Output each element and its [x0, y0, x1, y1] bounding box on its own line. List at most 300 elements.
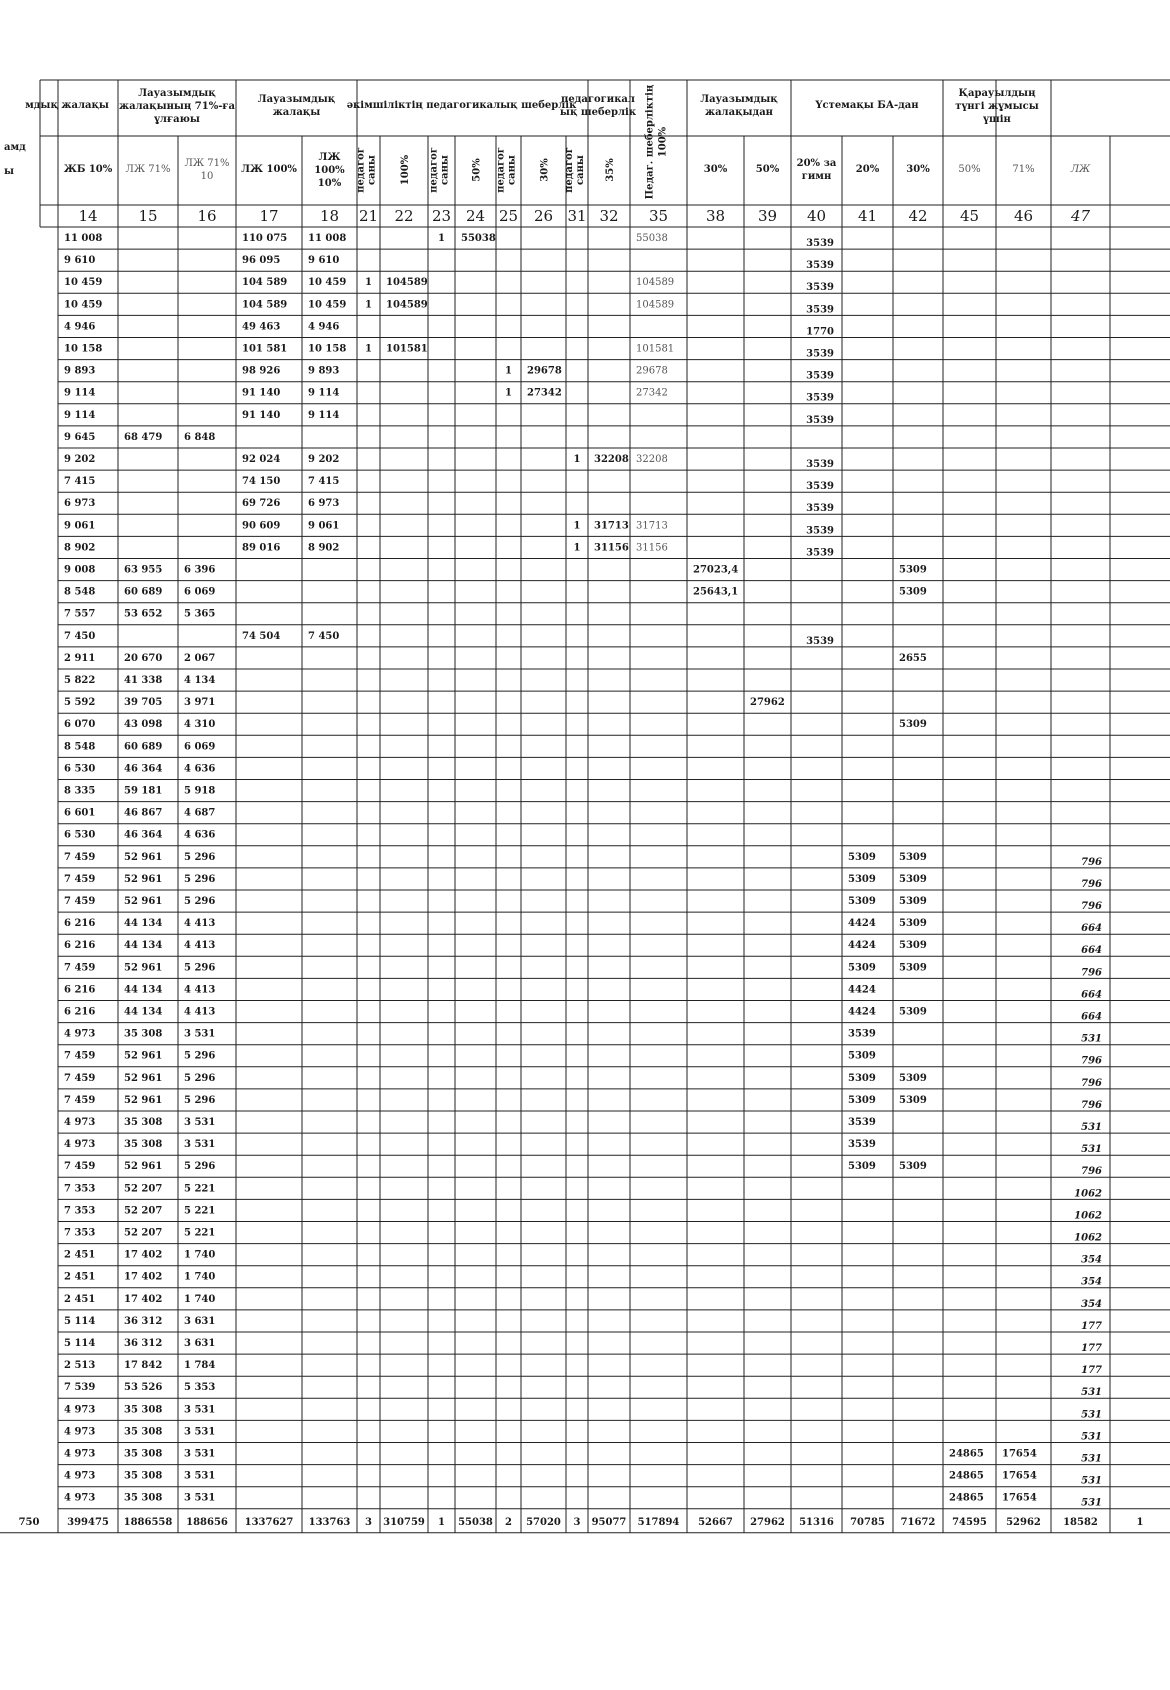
table-cell-c23: 1 — [438, 233, 445, 244]
table-cell-c47: 531 — [1081, 1122, 1102, 1133]
table-cell-c16: 4 687 — [184, 807, 216, 819]
header-group-g2: ұлғаюы — [154, 114, 200, 125]
table-cell-c17: 74 150 — [242, 476, 281, 488]
table-cell-c14: 10 459 — [64, 299, 103, 311]
table-cell-c35: 104589 — [636, 299, 675, 311]
totals-cell-c38: 52667 — [698, 1516, 733, 1528]
table-cell-c32: 31713 — [594, 520, 629, 532]
table-cell-c16: 5 221 — [184, 1183, 216, 1195]
table-cell-c14: 6 530 — [64, 763, 96, 775]
table-cell-c14: 2 451 — [64, 1271, 96, 1283]
table-cell-c47: 177 — [1081, 1320, 1102, 1332]
table-cell-c14: 8 548 — [64, 586, 96, 598]
subheader-c16: ЛЖ 71% — [184, 158, 230, 169]
table-cell-c15: 17 402 — [124, 1271, 163, 1283]
header-group-g3: жалақы — [272, 107, 321, 118]
totals-cell-c14: 399475 — [67, 1516, 109, 1528]
table-cell-c16: 5 296 — [184, 1094, 216, 1106]
table-cell-c15: 44 134 — [124, 1006, 163, 1018]
table-cell-c16: 5 296 — [184, 896, 216, 907]
table-cell-c47: 1062 — [1074, 1210, 1102, 1222]
table-cell-c45: 24865 — [949, 1470, 984, 1482]
table-cell-c32: 31156 — [594, 542, 629, 554]
subheader-c15: ЛЖ 71% — [125, 164, 171, 175]
table-cell-c18: 9 114 — [308, 387, 340, 399]
table-cell-c14: 5 592 — [64, 697, 96, 709]
table-cell-c14: 9 114 — [64, 387, 96, 399]
table-cell-c18: 6 973 — [308, 498, 340, 510]
table-cell-c47: 796 — [1081, 856, 1102, 868]
table-cell-c16: 6 848 — [184, 431, 216, 443]
table-cell-c15: 35 308 — [124, 1028, 163, 1040]
table-cell-c41: 3539 — [848, 1117, 876, 1128]
table-cell-c15: 17 402 — [124, 1293, 163, 1305]
table-cell-c42: 5309 — [899, 564, 927, 576]
totals-cell-c18: 133763 — [308, 1516, 351, 1528]
totals-cell-c25: 2 — [505, 1516, 512, 1528]
table-cell-c18: 7 450 — [308, 630, 340, 642]
table-cell-c15: 52 961 — [124, 1094, 163, 1106]
table-cell-c41: 5309 — [848, 1161, 876, 1173]
header-pedagog-count-c21: саны — [366, 155, 378, 185]
column-number-c32: 32 — [599, 207, 619, 225]
table-cell-c21: 1 — [365, 277, 372, 289]
table-cell-c15: 52 207 — [124, 1183, 163, 1195]
table-cell-c16: 1 740 — [184, 1271, 216, 1283]
column-number-c16: 16 — [197, 207, 217, 225]
header-pedagog-count-c23: педагог — [428, 147, 440, 193]
table-cell-c18: 11 008 — [308, 233, 347, 244]
table-cell-c16: 5 296 — [184, 851, 216, 863]
table-cell-c18: 8 902 — [308, 542, 340, 554]
table-cell-c42: 5309 — [899, 940, 927, 952]
table-cell-c41: 5309 — [848, 896, 876, 907]
table-cell-c22: 104589 — [386, 299, 428, 311]
table-cell-c47: 796 — [1081, 901, 1102, 912]
table-cell-c16: 4 413 — [184, 940, 216, 952]
table-cell-c24: 55038 — [461, 233, 496, 244]
table-cell-c15: 44 134 — [124, 940, 163, 952]
totals-cell-c32: 95077 — [591, 1516, 627, 1528]
subheader-c18: 10% — [317, 178, 342, 189]
totals-cell-c45: 74595 — [952, 1516, 987, 1528]
table-cell-c42: 5309 — [899, 1006, 927, 1018]
table-cell-c16: 5 221 — [184, 1227, 216, 1239]
table-cell-c15: 59 181 — [124, 785, 163, 797]
table-cell-c14: 6 216 — [64, 1006, 96, 1018]
table-cell-c18: 10 459 — [308, 277, 347, 289]
table-cell-c14: 7 459 — [64, 962, 96, 974]
table-cell-c15: 60 689 — [124, 586, 163, 598]
table-cell-c40: 3539 — [806, 238, 834, 249]
table-cell-c47: 531 — [1081, 1387, 1102, 1399]
column-number-c40: 40 — [806, 207, 827, 225]
table-cell-c16: 1 740 — [184, 1293, 216, 1305]
table-cell-c15: 63 955 — [124, 564, 163, 576]
table-cell-c15: 52 961 — [124, 1050, 163, 1062]
table-cell-c17: 69 726 — [242, 498, 281, 510]
table-cell-c35: 29678 — [636, 365, 668, 377]
table-cell-c18: 9 610 — [308, 255, 340, 267]
header-group-g5: педагогикал — [561, 94, 635, 105]
table-cell-c14: 7 539 — [64, 1382, 96, 1394]
table-cell-c46: 17654 — [1002, 1448, 1037, 1460]
table-cell-c16: 4 413 — [184, 918, 216, 930]
table-cell-c47: 796 — [1081, 878, 1102, 890]
table-cell-c26: 29678 — [527, 365, 562, 377]
table-cell-c14: 10 158 — [64, 343, 103, 355]
table-cell-c15: 35 308 — [124, 1139, 163, 1151]
subheader-c16: 10 — [200, 171, 214, 182]
table-cell-c14: 7 459 — [64, 1050, 96, 1062]
table-cell-c14: 7 459 — [64, 1161, 96, 1173]
table-cell-c15: 52 207 — [124, 1205, 163, 1217]
table-cell-c22: 101581 — [386, 343, 428, 355]
table-cell-c14: 7 459 — [64, 1072, 96, 1084]
table-cell-c16: 2 067 — [184, 652, 216, 664]
table-cell-c47: 177 — [1081, 1343, 1102, 1354]
table-cell-c14: 8 902 — [64, 542, 96, 554]
table-cell-c18: 10 158 — [308, 343, 347, 355]
table-cell-c40: 3539 — [806, 392, 834, 404]
table-cell-c14: 7 459 — [64, 873, 96, 885]
table-cell-c16: 3 971 — [184, 697, 216, 709]
table-cell-c14: 4 973 — [64, 1404, 96, 1416]
table-cell-c14: 9 061 — [64, 520, 96, 532]
table-cell-c42: 5309 — [899, 1094, 927, 1106]
table-cell-c16: 5 296 — [184, 962, 216, 974]
table-cell-c41: 5309 — [848, 1050, 876, 1062]
table-cell-c17: 101 581 — [242, 343, 288, 355]
table-cell-c42: 5309 — [899, 1072, 927, 1084]
table-cell-c17: 74 504 — [242, 630, 281, 642]
table-cell-c16: 5 918 — [184, 785, 216, 797]
table-cell-c15: 60 689 — [124, 741, 163, 753]
column-number-c42: 42 — [908, 207, 928, 225]
table-cell-c14: 6 530 — [64, 829, 96, 841]
table-cell-c22: 104589 — [386, 277, 428, 289]
table-cell-c14: 5 114 — [64, 1338, 96, 1349]
table-cell-c15: 52 961 — [124, 1072, 163, 1084]
table-cell-c42: 5309 — [899, 851, 927, 863]
column-number-c14: 14 — [78, 207, 98, 225]
table-cell-c40: 3539 — [806, 525, 834, 537]
table-cell-c15: 52 961 — [124, 851, 163, 863]
column-number-c39: 39 — [757, 207, 778, 225]
header-group-g8: үшін — [983, 114, 1011, 125]
table-cell-c16: 3 531 — [184, 1492, 216, 1504]
totals-cell-c16: 188656 — [186, 1516, 228, 1528]
table-cell-c41: 5309 — [848, 873, 876, 885]
table-cell-c25: 1 — [505, 387, 512, 399]
table-cell-c15: 35 308 — [124, 1404, 163, 1416]
totals-cell-c23: 1 — [438, 1516, 445, 1528]
table-cell-c21: 1 — [365, 299, 372, 311]
table-cell-c18: 10 459 — [308, 299, 347, 311]
column-number-c23: 23 — [431, 207, 452, 225]
header-group-g6: жалақыдан — [704, 107, 774, 118]
totals-cell-c13: 750 — [18, 1516, 40, 1528]
header-pedag-mastery-100: 100% — [657, 126, 669, 158]
table-cell-c16: 3 531 — [184, 1028, 216, 1040]
subheader-c26: 30% — [539, 158, 551, 182]
subheader-c46: 71% — [1012, 164, 1035, 175]
subheader-c22: 100% — [400, 154, 411, 186]
header-group-g4: әкімшіліктің педагогикалық шеберлік — [346, 100, 577, 111]
table-cell-c18: 4 946 — [308, 321, 340, 333]
table-cell-c15: 52 961 — [124, 962, 163, 974]
table-cell-c47: 177 — [1081, 1365, 1102, 1377]
column-number-c26: 26 — [533, 207, 554, 225]
table-cell-c41: 5309 — [848, 962, 876, 974]
table-cell-c15: 53 652 — [124, 608, 163, 620]
header-pedagog-count-c25: педагог — [495, 147, 507, 193]
table-cell-c21: 1 — [365, 343, 372, 355]
totals-cell-c48: 1 — [1136, 1516, 1144, 1528]
table-cell-c18: 9 202 — [308, 454, 340, 465]
table-cell-c15: 68 479 — [124, 431, 163, 443]
table-cell-c47: 796 — [1081, 1166, 1102, 1178]
table-cell-c15: 44 134 — [124, 918, 163, 930]
table-cell-c16: 3 531 — [184, 1448, 216, 1460]
totals-cell-c42: 71672 — [900, 1516, 936, 1528]
header-group-g2: жалақының 71%-ға — [119, 101, 235, 112]
table-cell-c26: 27342 — [527, 387, 562, 399]
table-cell-c47: 664 — [1081, 989, 1102, 1001]
table-cell-c15: 17 402 — [124, 1249, 163, 1261]
table-cell-c47: 531 — [1081, 1453, 1102, 1465]
table-cell-c41: 4424 — [848, 940, 876, 952]
table-cell-c14: 2 451 — [64, 1249, 96, 1261]
table-cell-c40: 3539 — [806, 635, 834, 647]
column-number-c24: 24 — [465, 207, 486, 225]
table-cell-c31: 1 — [573, 454, 581, 465]
table-cell-c46: 17654 — [1002, 1470, 1037, 1482]
table-cell-c14: 11 008 — [64, 233, 103, 244]
column-number-c17: 17 — [259, 207, 279, 225]
subheader-c41: 20% — [855, 164, 880, 175]
table-cell-c42: 5309 — [899, 586, 927, 598]
table-cell-c16: 5 296 — [184, 1050, 216, 1062]
table-cell-c17: 90 609 — [242, 520, 281, 532]
table-cell-c17: 49 463 — [242, 321, 281, 333]
table-cell-c14: 8 548 — [64, 741, 96, 753]
table-cell-c14: 10 459 — [64, 277, 103, 289]
table-cell-c16: 4 134 — [184, 675, 216, 686]
table-cell-c16: 4 413 — [184, 1006, 216, 1018]
table-cell-c14: 4 946 — [64, 321, 96, 333]
table-cell-c35: 31156 — [636, 542, 668, 554]
table-cell-c17: 89 016 — [242, 542, 281, 554]
table-cell-c40: 3539 — [806, 481, 834, 493]
table-cell-c14: 9 893 — [64, 365, 96, 377]
table-cell-c16: 3 531 — [184, 1117, 216, 1128]
table-cell-c14: 5 114 — [64, 1315, 96, 1327]
subheader-c47: ЛЖ — [1070, 164, 1091, 175]
table-cell-c14: 7 459 — [64, 1094, 96, 1106]
table-cell-c15: 52 961 — [124, 1161, 163, 1173]
table-cell-c14: 9 202 — [64, 454, 96, 465]
table-cell-c15: 20 670 — [124, 652, 163, 664]
table-cell-c42: 5309 — [899, 1161, 927, 1173]
subheader-c45: 50% — [958, 164, 981, 175]
table-cell-c47: 531 — [1081, 1431, 1102, 1443]
column-number-c18: 18 — [319, 207, 340, 225]
table-cell-c16: 3 531 — [184, 1139, 216, 1151]
totals-cell-c15: 1886558 — [123, 1516, 173, 1528]
table-cell-c42: 5309 — [899, 918, 927, 930]
table-cell-c46: 17654 — [1002, 1492, 1037, 1504]
table-cell-c40: 3539 — [806, 503, 834, 515]
totals-cell-c35: 517894 — [637, 1516, 680, 1528]
header-pedagog-count-c25: саны — [506, 155, 518, 185]
table-cell-c14: 9 008 — [64, 564, 96, 576]
table-cell-c16: 5 296 — [184, 873, 216, 885]
table-cell-c47: 796 — [1081, 1055, 1102, 1067]
subheader-c42: 30% — [906, 164, 930, 175]
table-cell-c15: 35 308 — [124, 1492, 163, 1504]
totals-cell-c22: 310759 — [383, 1516, 425, 1528]
column-number-c41: 41 — [857, 207, 878, 225]
totals-cell-c40: 51316 — [799, 1516, 834, 1528]
header-group-g7: Үстемақы БА-дан — [815, 100, 919, 111]
header-pedagog-count-c21: педагог — [355, 147, 367, 193]
header-group-g8: түнгі жұмысы — [955, 101, 1039, 112]
table-cell-c14: 6 216 — [64, 918, 96, 930]
table-cell-c14: 2 451 — [64, 1293, 96, 1305]
header-pedag-mastery-100: Педаг. шеберліктің — [644, 84, 656, 200]
table-cell-c40: 3539 — [806, 459, 834, 470]
table-cell-c41: 3539 — [848, 1028, 876, 1040]
column-number-c15: 15 — [138, 207, 158, 225]
subheader-c38: 30% — [703, 164, 728, 175]
table-cell-c17: 91 140 — [242, 387, 281, 399]
table-cell-c14: 7 353 — [64, 1227, 96, 1239]
table-cell-c35: 55038 — [636, 233, 668, 244]
totals-cell-c31: 3 — [573, 1516, 581, 1528]
table-cell-c15: 52 961 — [124, 896, 163, 907]
table-cell-c35: 31713 — [636, 520, 668, 532]
table-cell-c47: 796 — [1081, 967, 1102, 979]
table-cell-c16: 6 396 — [184, 564, 216, 576]
subheader-c24: 50% — [471, 158, 483, 182]
table-cell-c18: 9 893 — [308, 365, 340, 377]
column-number-c46: 46 — [1013, 207, 1034, 225]
table-cell-c47: 354 — [1081, 1254, 1102, 1266]
column-number-c25: 25 — [498, 207, 519, 225]
table-cell-c47: 796 — [1081, 1099, 1102, 1111]
table-cell-c47: 664 — [1081, 1011, 1102, 1023]
table-cell-c17: 104 589 — [242, 277, 288, 289]
table-cell-c16: 5 296 — [184, 1072, 216, 1084]
table-cell-c47: 531 — [1081, 1409, 1102, 1421]
table-cell-c14: 4 973 — [64, 1139, 96, 1151]
table-cell-c15: 36 312 — [124, 1338, 163, 1349]
table-cell-c14: 4 973 — [64, 1028, 96, 1040]
table-cell-c42: 5309 — [899, 962, 927, 974]
table-cell-c16: 3 631 — [184, 1338, 216, 1349]
column-number-c47: 47 — [1070, 207, 1091, 225]
header-group-g3: Лауазымдық — [257, 94, 336, 105]
column-number-c35: 35 — [648, 207, 669, 225]
subheader-c18: ЛЖ — [318, 152, 341, 163]
table-cell-c40: 3539 — [806, 414, 834, 426]
subheader-c40: гимн — [801, 171, 832, 182]
table-cell-c15: 35 308 — [124, 1426, 163, 1438]
table-cell-c14: 7 459 — [64, 896, 96, 907]
table-cell-c47: 354 — [1081, 1298, 1102, 1310]
subheader-c17: ЛЖ 100% — [241, 164, 297, 175]
table-cell-c16: 4 636 — [184, 829, 216, 841]
table-cell-c16: 4 636 — [184, 763, 216, 775]
table-cell-c42: 5309 — [899, 873, 927, 885]
subheader-c39: 50% — [755, 164, 780, 175]
table-cell-c41: 5309 — [848, 1094, 876, 1106]
table-cell-c16: 3 531 — [184, 1404, 216, 1416]
table-cell-c15: 35 308 — [124, 1117, 163, 1128]
header-pedagog-count-c23: саны — [439, 155, 451, 185]
totals-cell-c24: 55038 — [458, 1516, 493, 1528]
table-cell-c40: 1770 — [806, 326, 834, 338]
table-cell-c14: 9 610 — [64, 255, 96, 267]
table-cell-c14: 9 645 — [64, 431, 96, 443]
table-cell-c41: 5309 — [848, 1072, 876, 1084]
table-cell-c16: 6 069 — [184, 586, 216, 598]
table-cell-c14: 4 973 — [64, 1117, 96, 1128]
table-cell-c17: 98 926 — [242, 365, 281, 377]
table-cell-c16: 5 365 — [184, 608, 216, 620]
totals-cell-c26: 57020 — [526, 1516, 561, 1528]
table-cell-c42: 2655 — [899, 652, 927, 664]
table-cell-c14: 6 070 — [64, 719, 96, 731]
table-cell-c45: 24865 — [949, 1492, 984, 1504]
table-cell-c14: 2 513 — [64, 1360, 96, 1372]
table-cell-c42: 5309 — [899, 896, 927, 907]
table-cell-c14: 4 973 — [64, 1448, 96, 1460]
totals-cell-c41: 70785 — [850, 1516, 885, 1528]
header-group-g1: мдық жалақы — [25, 100, 109, 111]
table-cell-c14: 8 335 — [64, 785, 96, 797]
totals-cell-c21: 3 — [365, 1516, 372, 1528]
table-cell-c17: 110 075 — [242, 233, 288, 244]
column-number-c21: 21 — [358, 207, 379, 225]
table-cell-c41: 5309 — [848, 851, 876, 863]
table-cell-c42: 5309 — [899, 719, 927, 731]
table-cell-c32: 32208 — [594, 454, 629, 465]
table-cell-c16: 5 296 — [184, 1161, 216, 1173]
table-cell-c35: 27342 — [636, 387, 668, 399]
table-cell-c14: 5 822 — [64, 675, 96, 686]
totals-cell-c17: 1337627 — [244, 1516, 294, 1528]
header-group-g6: Лауазымдық — [700, 94, 778, 105]
table-cell-c14: 7 415 — [64, 476, 96, 488]
table-cell-c45: 24865 — [949, 1448, 984, 1460]
subheader-c18: 100% — [314, 165, 345, 176]
table-cell-c16: 1 740 — [184, 1249, 216, 1261]
table-cell-c14: 2 911 — [64, 652, 96, 664]
header-left-stub: ы — [4, 166, 15, 177]
table-cell-c16: 5 353 — [184, 1382, 216, 1394]
table-cell-c47: 531 — [1081, 1497, 1102, 1509]
column-number-c38: 38 — [705, 207, 726, 225]
table-cell-c14: 7 450 — [64, 630, 96, 642]
subheader-c40: 20% за — [796, 158, 837, 169]
table-cell-c39: 27962 — [750, 697, 785, 709]
table-cell-c14: 7 557 — [64, 608, 96, 620]
table-cell-c31: 1 — [573, 542, 581, 554]
table-cell-c41: 4424 — [848, 1006, 876, 1018]
table-cell-c35: 32208 — [636, 454, 668, 465]
